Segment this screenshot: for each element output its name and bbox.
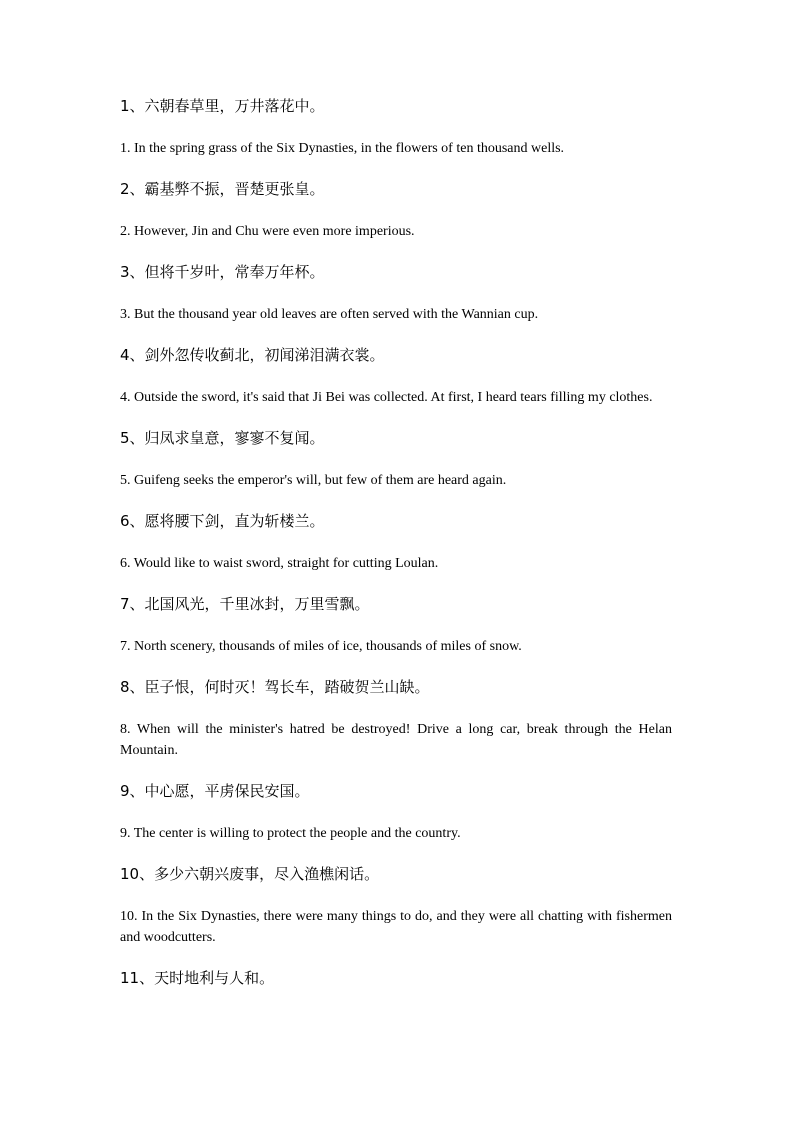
english-line-2: 2. However, Jin and Chu were even more imperious. (120, 224, 415, 239)
chinese-line-6: 6、愿将腰下剑，直为斩楼兰。 (120, 512, 325, 530)
chinese-line-8: 8、臣子恨，何时灭！驾长车，踏破贺兰山缺。 (120, 678, 430, 696)
document-page (120, 96, 672, 1010)
chinese-line-7: 7、北国风光，千里冰封，万里雪飘。 (120, 595, 370, 613)
chinese-line-3: 3、但将千岁叶，常奉万年杯。 (120, 263, 325, 281)
english-line-1: 1. In the spring grass of the Six Dynasties, in the flowers of ten thousand wells. (120, 141, 565, 156)
english-line-3: 3. But the thousand year old leaves are often served with the Wannian cup. (120, 307, 539, 322)
english-line-6: 6. Would like to waist sword, straight for cutting Loulan. (120, 556, 439, 571)
chinese-line-2: 2、霸基弊不振，晋楚更张皇。 (120, 180, 325, 198)
english-line-8: 8. When will the minister's hatred be destroyed! Drive a long car, break through the Helan Mountain. (120, 722, 672, 758)
chinese-line-11: 11、天时地利与人和。 (120, 969, 275, 987)
english-line-9: 9. The center is willing to protect the people and the country. (120, 826, 461, 841)
english-line-5: 5. Guifeng seeks the emperor's will, but few of them are heard again. (120, 473, 507, 488)
english-line-10: 10. In the Six Dynasties, there were many things to do, and they were all chatting with fishermen and woodcutters. (120, 909, 672, 945)
chinese-line-1: 1、六朝春草里，万井落花中。 (120, 97, 325, 115)
english-line-7: 7. North scenery, thousands of miles of ice, thousands of miles of snow. (120, 639, 522, 654)
chinese-line-5: 5、归凤求皇意，寥寥不复闻。 (120, 429, 325, 447)
chinese-line-4: 4、剑外忽传收蓟北，初闻涕泪满衣裳。 (120, 346, 385, 364)
english-line-4: 4. Outside the sword, it's said that Ji Bei was collected. At first, I heard tears filling my clothes. (120, 390, 653, 405)
chinese-line-10: 10、多少六朝兴废事，尽入渔樵闲话。 (120, 865, 380, 883)
chinese-line-9: 9、中心愿，平虏保民安国。 (120, 782, 310, 800)
